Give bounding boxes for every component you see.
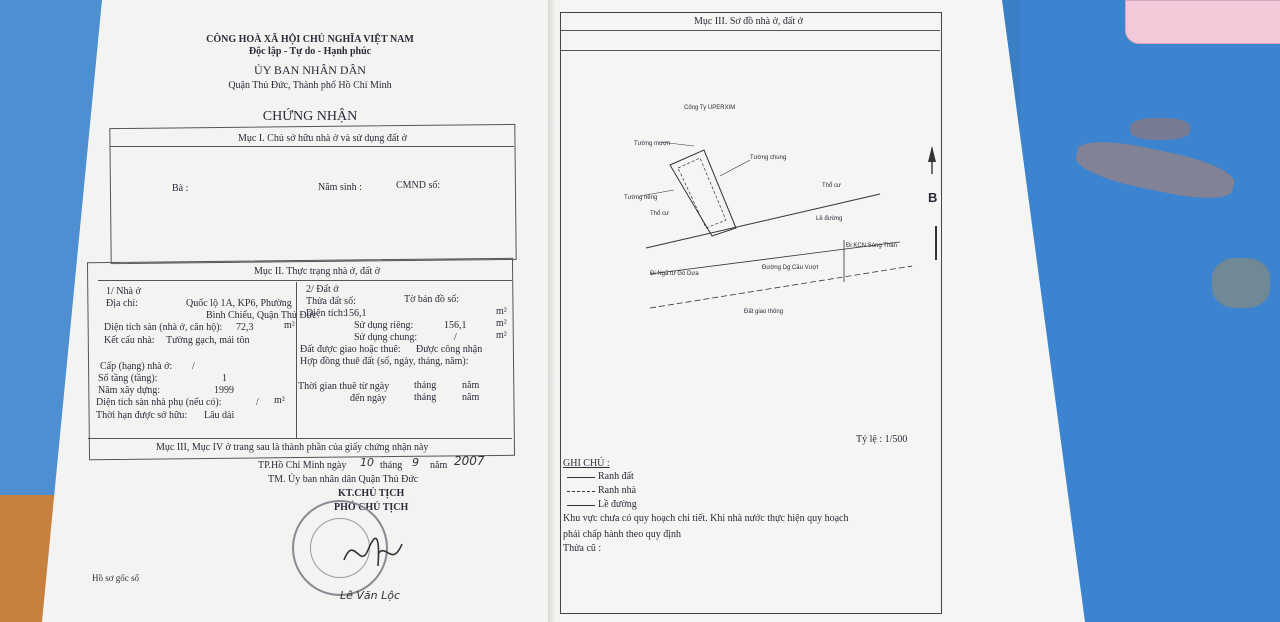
map-label-road-name: Đường Dg Cầu Vượt xyxy=(762,265,819,271)
address-line2: Bình Chiểu, Quận Thủ Đức xyxy=(206,310,317,321)
floor-area-label: Diện tích sàn (nhà ở, căn hộ): xyxy=(104,322,223,333)
road-edge-line xyxy=(646,194,880,248)
address-line1: Quốc lộ 1A, KP6, Phường xyxy=(186,298,292,309)
map-label-to-songthan: Đi KCN Sóng Thần xyxy=(846,243,897,249)
map-label-to-godua: Đi Ngã tư Gò Dưa xyxy=(650,271,699,277)
id-number-label: CMND số: xyxy=(396,180,441,191)
handwritten-signature xyxy=(340,530,410,576)
plot-number-label: Thửa đất số: xyxy=(306,296,356,307)
aux-area-label: Diện tích sàn nhà phụ (nếu có): xyxy=(96,397,222,408)
land-area-label: Diện tích: xyxy=(306,308,346,319)
address-label: Địa chỉ: xyxy=(106,298,138,309)
site-plan-lower-rule xyxy=(560,50,940,51)
floors-value: 1 xyxy=(222,373,227,384)
map-label-neighbor-1: Thổ cư xyxy=(650,211,670,217)
rust-stain xyxy=(1212,258,1270,308)
lease-to-label: đến ngày xyxy=(350,393,387,404)
year-built-label: Năm xây dựng: xyxy=(98,385,161,396)
private-use-value: 156,1 xyxy=(444,320,467,331)
structure-label: Kết cấu nhà: xyxy=(104,335,155,346)
house-heading: 1/ Nhà ở xyxy=(106,286,141,297)
section-one-rule xyxy=(110,146,514,147)
rust-stain xyxy=(1130,118,1190,140)
section-one-title: Mục I. Chủ sở hữu nhà ở và sử dụng đất ở xyxy=(238,133,407,144)
shared-use-value: / xyxy=(454,332,457,343)
legend-item: Ranh đất xyxy=(598,471,634,482)
lease-to-month: tháng xyxy=(414,392,437,403)
map-label-wall-shared: Tường chung xyxy=(750,155,787,161)
land-area-unit: m² xyxy=(496,306,507,317)
owner-label: Bà : xyxy=(172,183,189,194)
ownership-term-label: Thời hạn được sở hữu: xyxy=(96,410,188,421)
planning-note-line2: phải chấp hành theo quy định xyxy=(563,529,682,540)
footer-note: Mục III, Mục IV ở trang sau là thành phần của giấy chứng nhận này xyxy=(156,442,429,453)
aux-area-value: / xyxy=(256,397,259,408)
planning-note-line1: Khu vực chưa có quy hoạch chi tiết. Khi nhà nước thực hiện quy hoạch xyxy=(563,513,849,524)
lease-from-label: Thời gian thuê từ ngày xyxy=(298,381,390,392)
lease-to-year: năm xyxy=(462,392,480,403)
legend-line-dashed xyxy=(567,491,595,492)
year-built-value: 1999 xyxy=(214,385,234,396)
map-label-wall-borrowed: Tường mượn xyxy=(634,141,671,147)
record-number-label: Hồ sơ gốc số xyxy=(92,573,140,583)
lease-from-month: tháng xyxy=(414,380,437,391)
date-day: 10 xyxy=(360,456,374,469)
land-heading: 2/ Đất ở xyxy=(306,284,339,295)
signer-name: Lê Văn Lộc xyxy=(340,589,401,602)
legend-item: Lề đường xyxy=(598,499,637,510)
chair-title: KT.CHỦ TỊCH xyxy=(338,488,405,499)
district: Quận Thủ Đức, Thành phố Hồ Chí Minh xyxy=(228,80,392,91)
site-plan-title-rule xyxy=(560,30,940,31)
land-area-value: 156,1 xyxy=(344,308,367,319)
map-sheet-label: Tờ bản đồ số: xyxy=(404,294,460,305)
private-use-unit: m² xyxy=(496,318,507,329)
legend-title: GHI CHÚ : xyxy=(563,458,610,469)
document-title: CHỨNG NHẬN xyxy=(262,109,358,124)
site-plan-title: Mục III. Sơ đồ nhà ở, đất ở xyxy=(694,16,803,27)
birth-year-label: Năm sinh : xyxy=(318,182,362,193)
date-month: 9 xyxy=(412,456,419,469)
map-label-neighbor-2: Thổ cư xyxy=(822,183,842,189)
floor-area-value: 72,3 xyxy=(236,322,254,333)
leader-2 xyxy=(720,160,750,176)
lease-from-year: năm xyxy=(462,380,480,391)
ownership-term-value: Lâu dài xyxy=(204,410,235,421)
allocation-value: Được công nhận xyxy=(416,344,483,355)
grade-label: Cấp (hạng) nhà ở: xyxy=(100,361,173,372)
private-use-label: Sử dụng riêng: xyxy=(354,320,414,331)
lease-contract-label: Hợp đồng thuê đất (số, ngày, tháng, năm): xyxy=(300,356,469,367)
north-label: B xyxy=(928,190,938,205)
nation-heading: CÔNG HOÀ XÃ HỘI CHỦ NGHĨA VIỆT NAM xyxy=(206,34,414,45)
page-fold xyxy=(548,0,556,622)
map-label-wall-own: Tường riêng xyxy=(624,195,658,201)
grade-value: / xyxy=(192,361,195,372)
date-year: 2007 xyxy=(454,454,485,468)
motto: Độc lập - Tự do - Hạnh phúc xyxy=(248,46,372,57)
date-place: TP.Hồ Chí Minh ngày xyxy=(258,460,347,471)
old-plot-label: Thửa cũ : xyxy=(563,543,602,554)
legend-line-edge xyxy=(567,505,595,506)
vice-chair-title: PHÓ CHỦ TỊCH xyxy=(334,502,409,513)
map-label-land-handover: Đất giao thông xyxy=(744,309,784,315)
shared-use-unit: m² xyxy=(496,330,507,341)
floor-area-unit: m² xyxy=(284,320,295,331)
scale-label: Tỷ lệ : 1/500 xyxy=(856,434,908,445)
shared-use-label: Sử dụng chung: xyxy=(354,332,418,343)
map-label-road-edge: Lề đường xyxy=(816,216,843,222)
aux-area-unit: m² xyxy=(274,395,285,406)
pink-object xyxy=(1125,0,1280,44)
allocation-label: Đất được giao hoặc thuê: xyxy=(300,344,401,355)
legend-line-solid xyxy=(567,477,595,478)
north-arrow-head xyxy=(928,146,936,162)
committee-heading: ỦY BAN NHÂN DÂN xyxy=(254,63,366,77)
date-month-word: tháng xyxy=(380,460,403,471)
land-parcel xyxy=(670,150,736,236)
structure-value: Tường gạch, mái tôn xyxy=(166,335,250,346)
floors-label: Số tầng (tầng): xyxy=(98,373,158,384)
section-two-rule xyxy=(98,280,512,281)
house-outline xyxy=(678,158,726,228)
map-label-company: Công Ty UPERXIM xyxy=(684,105,736,111)
section-two-bottom-rule xyxy=(88,438,512,439)
date-year-word: năm xyxy=(430,460,448,471)
legend-item: Ranh nhà xyxy=(598,485,637,496)
section-two-title: Mục II. Thực trạng nhà ở, đất ở xyxy=(254,266,381,277)
issuer: TM. Ủy ban nhân dân Quận Thủ Đức xyxy=(268,474,419,485)
section-two-divider xyxy=(296,282,297,438)
